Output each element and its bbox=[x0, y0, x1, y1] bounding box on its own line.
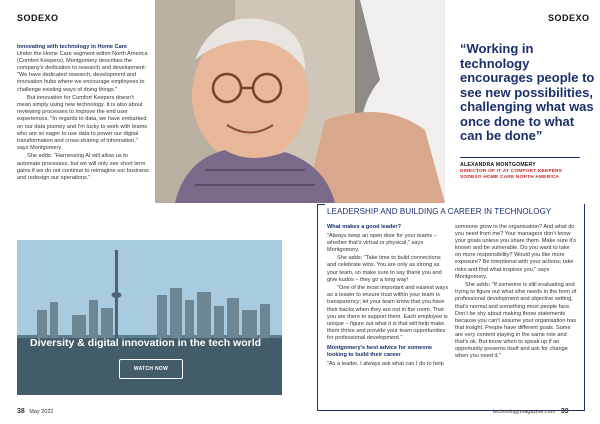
left-paragraph-3: She adds: "Harnessing AI will allow us to automate processes, but we will only see short term gains if we do not continue to reimagine our business and redesign our operations." bbox=[17, 153, 149, 181]
box-column-2-paragraph-1: someone grow in the organisation? And what do you need from me? Your managers don't know your goals unless you share them. Make sure it's known and be vulnerable. Do you want to take on more responsibility? Would you like more exposure? Be intentional with your actions; take risks and find what inspires you," says Montgomery. bbox=[455, 224, 577, 280]
video-title: Diversity & digital innovation in the tech world bbox=[30, 337, 262, 349]
page-number-left: 38 bbox=[17, 408, 25, 415]
box-answer-1b: She adds: "Take time to build connections and celebrate wins. You are only as strong as your team, so make sure to say thank you and give kudos – they go a long way! bbox=[327, 255, 442, 283]
quote-author-name: ALEXANDRA MONTGOMERY bbox=[460, 162, 536, 168]
box-column-2-paragraph-2: She adds: "If someone is still evaluating and trying to figure out what s/he needs in the form of professional development and objective setting, that's normal and something most people face. Don't be shy about making those statements because you can't assume your organisation has that insight. People have different goals. Some are very content staying in the same role and that's ok. But know when to speak up if an opportunity presents itself and ask for change when you need it." bbox=[455, 282, 577, 360]
brand-left: SODEXO bbox=[17, 13, 59, 23]
footer-right bbox=[493, 408, 569, 415]
footer-left bbox=[17, 408, 53, 415]
box-answer-1c: "One of the most important and easiest ways as a leader to ensure trust within your team is transparency; let your team know that you have their backs when they are not in the room. That you are there to support them. Each employee is unique – figure out what it is that will help make them thrive and provide your team opportunities for professional development." bbox=[327, 285, 449, 341]
left-intro: Under the Home Care segment within North America (Comfort Keepers), Montgomery describes the company's dedication to research and development: "We have dedicated research, development and innovation hubs where we encourage employees to challenge existing ways of doing things." bbox=[17, 51, 148, 93]
left-paragraph-2: But innovation for Comfort Keepers doesn't mean simply using new technology. It is also about reviewing processes to improve the end user experiences. "In regards to data, we have embarked on our data journey and I'm lucky to work with teams who are so eager to use data to power our digital transformation and cross-sharing of information," says Montgomery. bbox=[17, 95, 148, 151]
brand-right: SODEXO bbox=[548, 13, 590, 23]
box-top-left-rule bbox=[317, 204, 325, 205]
watch-now-button[interactable]: WATCH NOW bbox=[119, 359, 183, 379]
left-heading: Innovating with technology in Home Care bbox=[17, 44, 128, 50]
hero-photo-illustration bbox=[155, 0, 445, 203]
box-answer-2: "As a leader, I always ask what can I do to help bbox=[327, 360, 444, 367]
quote-role-line-1: DIRECTOR OF IT AT COMFORT KEEPERS bbox=[460, 169, 563, 174]
box-column-2 bbox=[455, 224, 577, 362]
quote-author-role bbox=[460, 169, 562, 181]
box-column-1 bbox=[327, 224, 451, 369]
box-answer-1a: "Always keep an open door for your teams – whether that's virtual or physical," says Montgomery. bbox=[327, 232, 437, 253]
pull-quote: “Working in technology encourages people to see new possibilities, challenging what was once done to what can be done” bbox=[460, 41, 595, 143]
page-number-right: 39 bbox=[560, 408, 569, 415]
box-question-1: What makes a good leader? bbox=[327, 224, 401, 230]
box-title: LEADERSHIP AND BUILDING A CAREER IN TECHNOLOGY bbox=[327, 207, 552, 216]
box-question-2: Montgomery's best advice for someone looking to build their career bbox=[327, 345, 433, 359]
left-article-column bbox=[17, 44, 149, 183]
quote-divider bbox=[460, 157, 580, 158]
issue-date: May 2022 bbox=[29, 409, 54, 415]
hero-photo bbox=[155, 0, 445, 203]
quote-role-line-2: SODEXO HOME CARE NORTH AMERICA bbox=[460, 175, 560, 180]
website-url[interactable]: technologymagazine.com bbox=[493, 409, 556, 415]
